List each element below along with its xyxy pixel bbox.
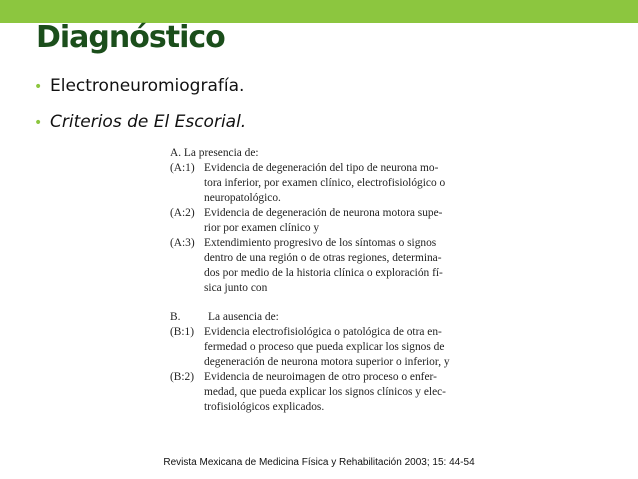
criterion-text: medad, que pueda explicar los signos clínicos y elec-: [204, 386, 446, 398]
criteria-line: [170, 355, 492, 370]
criteria-section-a-heading: A. La presencia de:: [170, 147, 259, 159]
criterion-text: Extendimiento progresivo de los síntomas o signos: [204, 237, 437, 249]
criteria-line: [170, 221, 492, 236]
criteria-line: [170, 206, 492, 221]
criterion-code: (A:1): [170, 162, 195, 174]
criterion-text: sica junto con: [204, 282, 268, 294]
criterion-code: (B:1): [170, 326, 195, 338]
criterion-text: degeneración de neurona motora superior o inferior, y: [204, 356, 450, 368]
criteria-line: [170, 385, 492, 400]
criterion-text: trofisiológicos explicados.: [204, 401, 325, 413]
criterion-text: dentro de una región o de otras regiones, determina-: [204, 252, 442, 264]
bullet-text: Electroneuromiografía.: [50, 76, 245, 96]
citation-text: Revista Mexicana de Medicina Física y Rehabilitación 2003; 15: 44-54: [163, 457, 475, 468]
section-b-text: La ausencia de:: [208, 311, 279, 323]
criteria-line: [170, 176, 492, 191]
criteria-line: [170, 325, 492, 340]
criterion-text: Evidencia de neuroimagen de otro proceso o enfer-: [204, 371, 437, 383]
criterion-text: tora inferior, por examen clínico, electrofisiológico o: [204, 177, 446, 189]
criterion-text: dos por medio de la historia clínica o exploración fí-: [204, 267, 443, 279]
bullet-text: Criterios de El Escorial.: [50, 112, 247, 132]
criteria-section-b-heading: [170, 310, 492, 325]
criterion-text: rior por examen clínico y: [204, 222, 320, 234]
bullet-dot-icon: •: [34, 79, 43, 95]
criteria-line: [170, 340, 492, 355]
criterion-text: Evidencia de degeneración de neurona motora supe-: [204, 207, 443, 219]
bullet-item: [34, 104, 246, 140]
criterion-code: (B:2): [170, 371, 195, 383]
criteria-line: [170, 281, 492, 296]
criterion-text: neuropatológico.: [204, 192, 281, 204]
slide-title: Diagnóstico: [36, 20, 225, 55]
criteria-text-block: [170, 146, 492, 415]
bullet-list: [34, 68, 246, 140]
criteria-line: [170, 191, 492, 206]
criteria-line: [170, 236, 492, 251]
criterion-code: (A:3): [170, 237, 195, 249]
bullet-item: [34, 68, 246, 104]
criterion-text: Evidencia electrofisiológica o patológica de otra en-: [204, 326, 442, 338]
criteria-line: [170, 266, 492, 281]
criteria-line: [170, 251, 492, 266]
criteria-line: [170, 370, 492, 385]
criterion-text: Evidencia de degeneración del tipo de neurona mo-: [204, 162, 439, 174]
citation-footer: [0, 457, 638, 468]
bullet-dot-icon: •: [34, 115, 43, 131]
criteria-line: [170, 161, 492, 176]
criteria-line: [170, 400, 492, 415]
section-b-label: B.: [170, 311, 181, 323]
criterion-code: (A:2): [170, 207, 195, 219]
criterion-text: fermedad o proceso que pueda explicar los signos de: [204, 341, 445, 353]
